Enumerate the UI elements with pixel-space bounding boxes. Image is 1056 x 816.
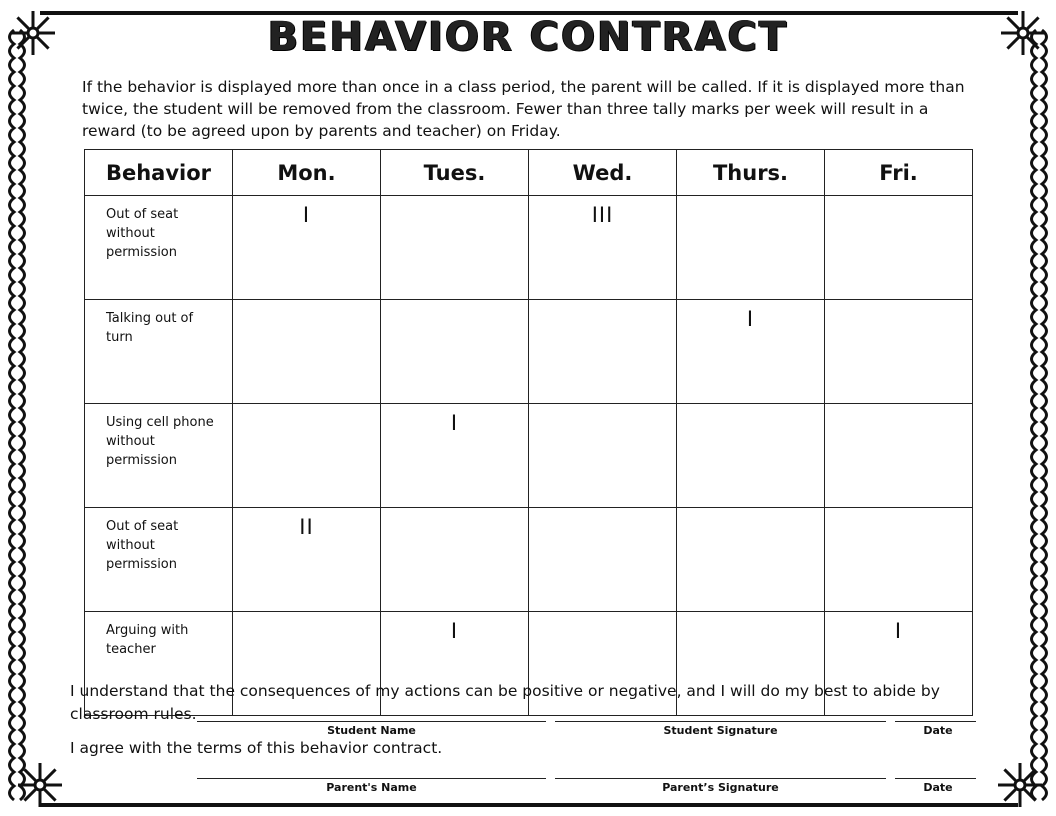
tally-cell: I [381, 612, 529, 716]
tally-cell [529, 404, 677, 508]
tally-cell [825, 404, 973, 508]
tally-cell [529, 300, 677, 404]
tally-cell [381, 300, 529, 404]
student-signature-line[interactable] [555, 721, 886, 722]
parent-date-line[interactable] [895, 778, 976, 779]
student-signature-label: Student Signature [663, 724, 778, 737]
header-friday: Fri. [825, 150, 973, 196]
student-statement-line2: classroom rules. [70, 705, 197, 723]
behavior-cell: Out of seat without permission [85, 196, 233, 300]
parent-name-line[interactable] [197, 778, 546, 779]
tally-cell [677, 508, 825, 612]
intro-paragraph: If the behavior is displayed more than once in a class period, the parent will be called. If it is displayed more than twice, the student will be removed from the classroom. Fewer than three tally marks per week will result in a reward (to be agreed upon by parents and teacher) on Friday. [82, 78, 965, 140]
page-title: BEHAVIOR CONTRACT [267, 14, 789, 60]
tally-cell: I [677, 300, 825, 404]
table-row [85, 196, 973, 300]
behavior-cell: Arguing with teacher [85, 612, 233, 716]
tally-cell: III [529, 196, 677, 300]
table-row [85, 508, 973, 612]
tally-cell [233, 404, 381, 508]
tally-cell: I [381, 404, 529, 508]
table-row [85, 300, 973, 404]
parent-statement: I agree with the terms of this behavior contract. [70, 739, 443, 757]
scallop-edge [1032, 30, 1037, 800]
tally-cell [381, 508, 529, 612]
tally-cell [825, 300, 973, 404]
tally-cell [233, 300, 381, 404]
student-name-label: Student Name [327, 724, 416, 737]
table-header-row [85, 150, 973, 196]
tally-cell [529, 508, 677, 612]
scallop-edge [10, 30, 15, 800]
behavior-cell: Using cell phone without permission [85, 404, 233, 508]
tally-cell [825, 196, 973, 300]
parent-date-label: Date [923, 781, 953, 794]
tally-cell: I [825, 612, 973, 716]
parent-name-label: Parent's Name [326, 781, 417, 794]
header-monday: Mon. [233, 150, 381, 196]
student-name-line[interactable] [197, 721, 546, 722]
student-date-line[interactable] [895, 721, 976, 722]
scallop-edge [1042, 30, 1047, 800]
tally-cell [677, 196, 825, 300]
tally-cell [677, 404, 825, 508]
header-wednesday: Wed. [529, 150, 677, 196]
corner-star-icon [998, 763, 1042, 807]
tally-cell: I [233, 196, 381, 300]
behavior-table [84, 149, 973, 716]
tally-cell [825, 508, 973, 612]
tally-cell: II [233, 508, 381, 612]
behavior-cell: Talking out of turn [85, 300, 233, 404]
student-statement-line1: I understand that the consequences of my actions can be positive or negative, and I will do my best to abide by [70, 682, 940, 700]
header-behavior: Behavior [85, 150, 233, 196]
header-tuesday: Tues. [381, 150, 529, 196]
student-date-label: Date [923, 724, 953, 737]
tally-cell [381, 196, 529, 300]
scallop-edge [20, 30, 25, 800]
corner-star-icon [18, 763, 62, 807]
parent-signature-line[interactable] [555, 778, 886, 779]
header-thursday: Thurs. [677, 150, 825, 196]
parent-signature-label: Parent’s Signature [662, 781, 779, 794]
behavior-cell: Out of seat without permission [85, 508, 233, 612]
table-row [85, 404, 973, 508]
